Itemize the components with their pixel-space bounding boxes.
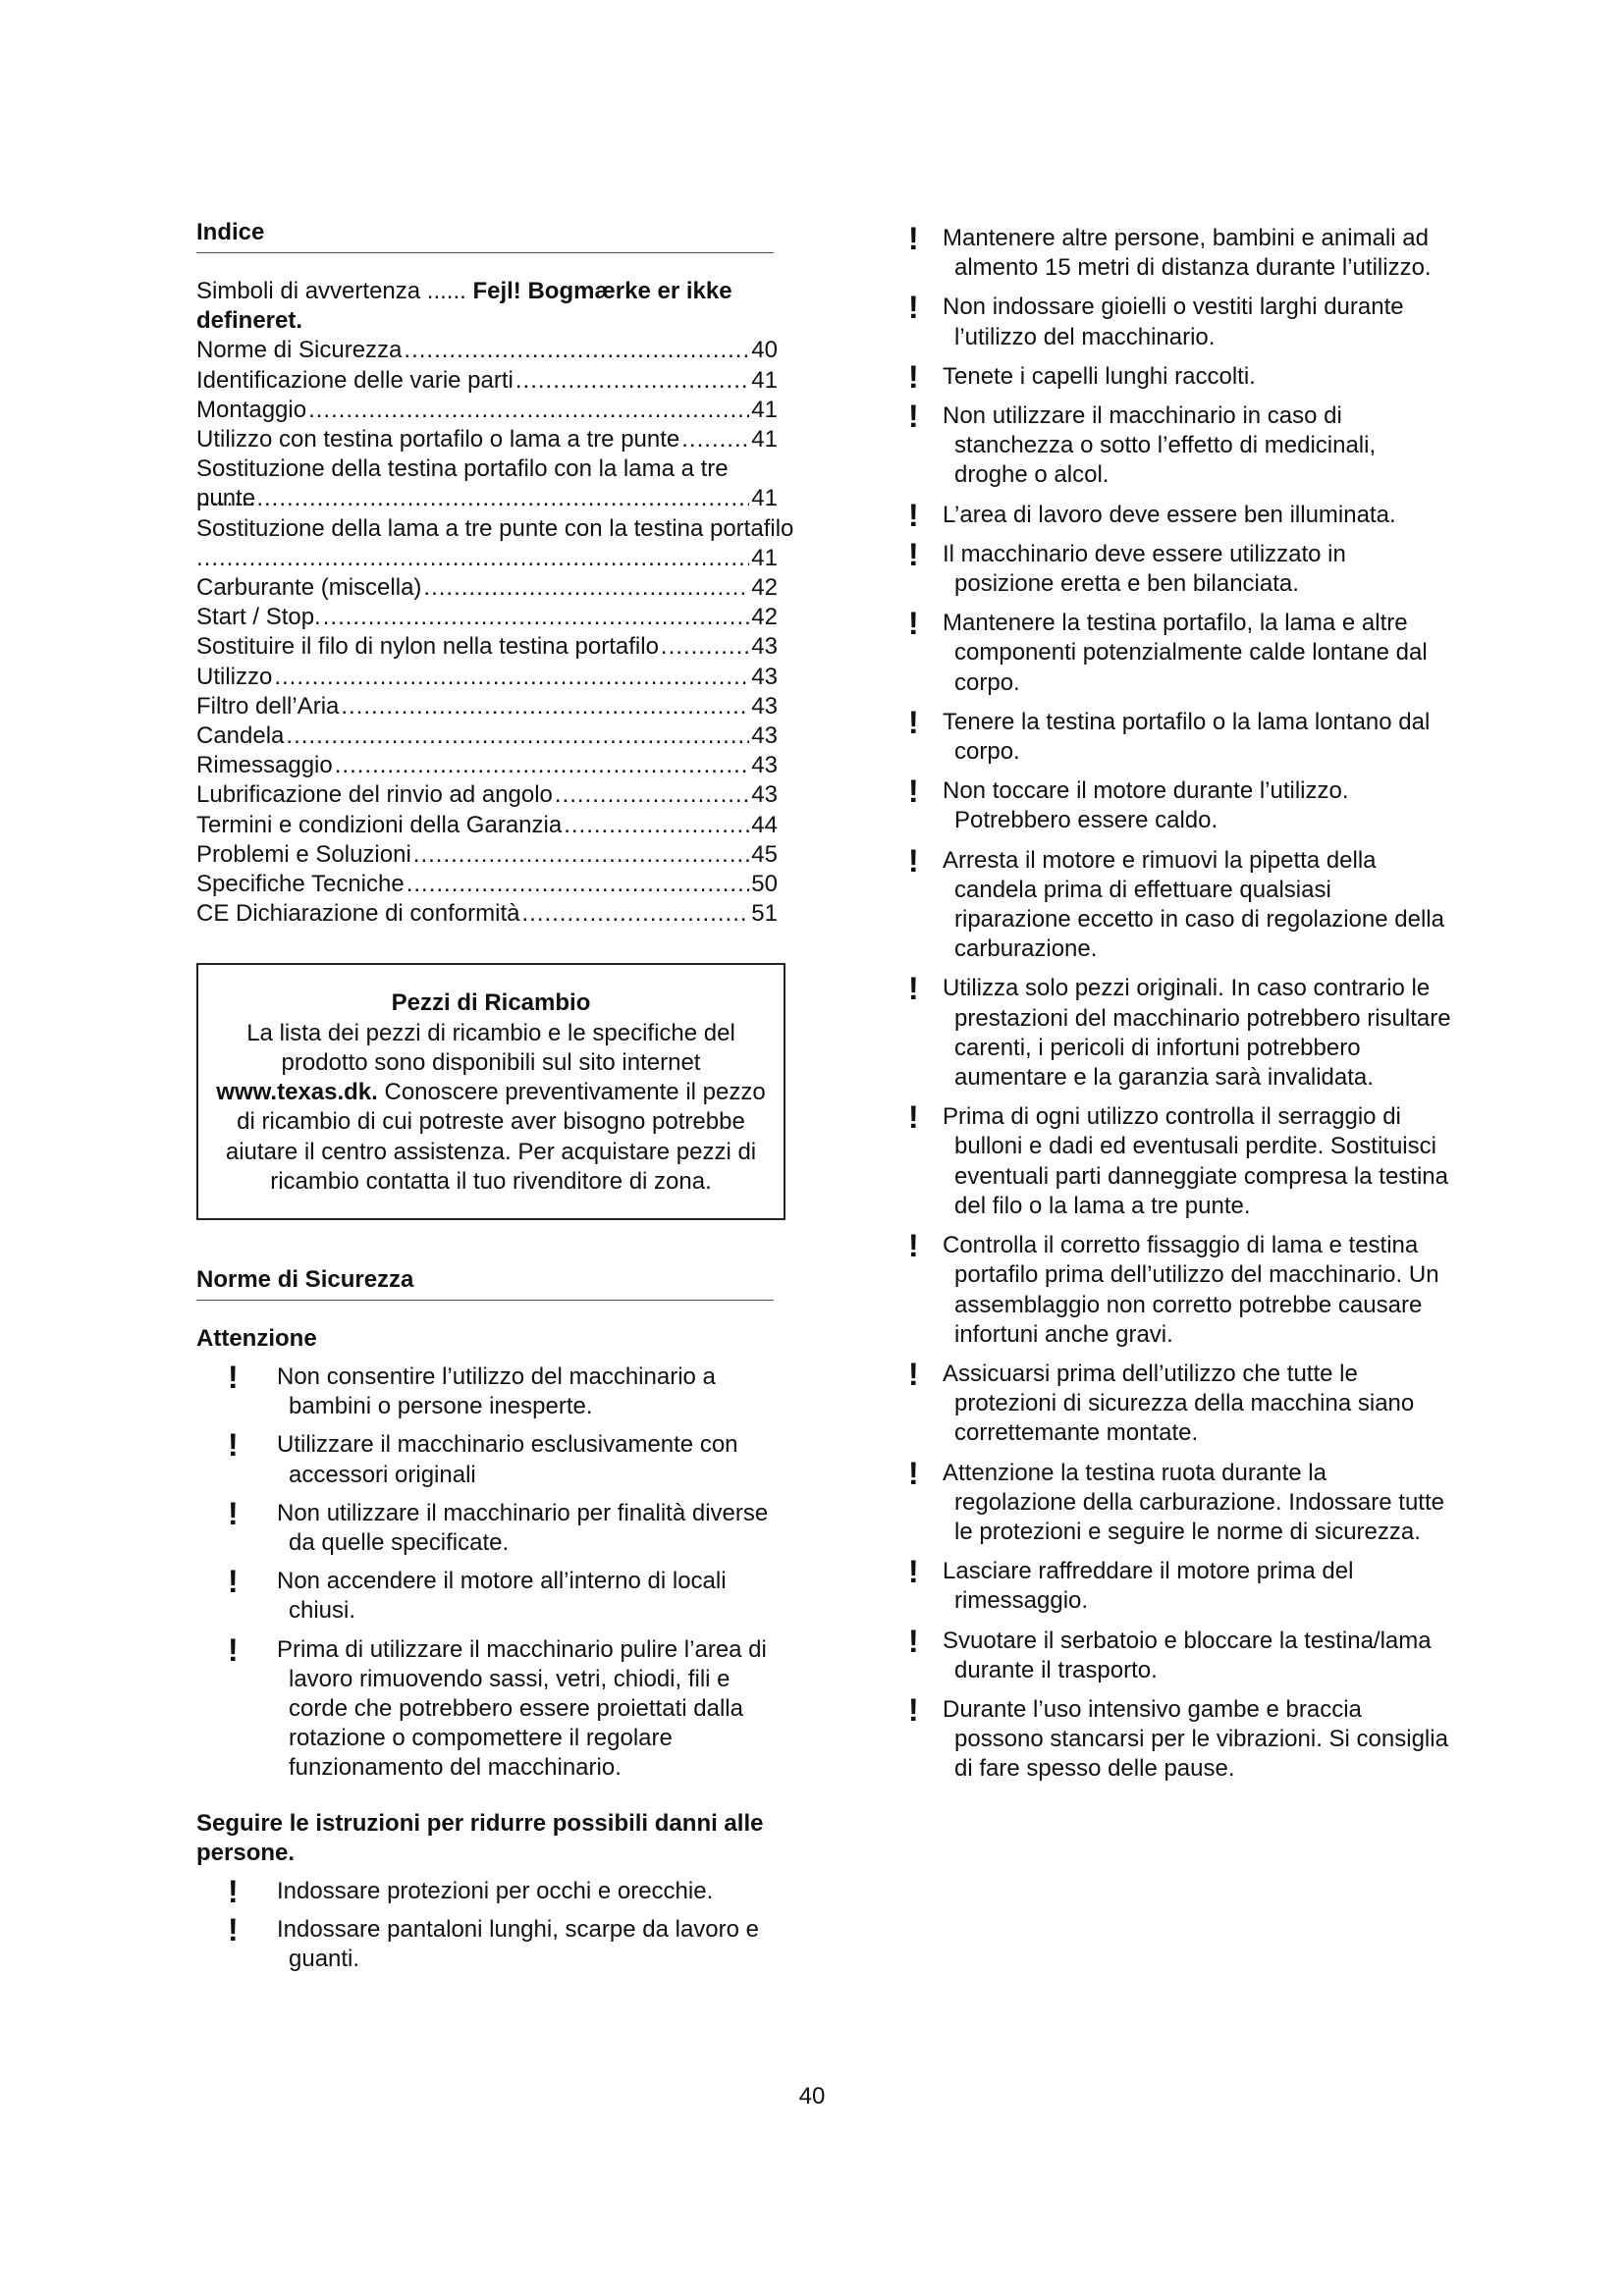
toc-entry[interactable]: Identificazione delle varie parti ..... 41: [196, 366, 778, 396]
exclamation-icon: !: [908, 704, 919, 740]
toc-entry[interactable]: Sostituzione della testina portafilo con la lama a tre punte: [196, 455, 729, 512]
exclamation-icon: !: [908, 1623, 919, 1659]
exclamation-icon: !: [908, 1455, 919, 1491]
warning-item: ! Non indossare gioielli o vestiti larghi durante l’utilizzo del macchinario.: [908, 290, 1404, 350]
toc-entry[interactable]: Utilizzo ..... 43: [196, 663, 778, 692]
right-column: [901, 221, 1451, 1794]
exclamation-icon: !: [228, 1564, 239, 1600]
toc-entry-page: ..... 41: [196, 484, 778, 513]
toc-entry[interactable]: Sostituzione della lama a tre punte con la testina portafilo: [196, 514, 794, 542]
exclamation-icon: !: [908, 1228, 919, 1264]
toc-entry[interactable]: Simboli di avvertenza ...... Fejl! Bogmærke er ikke defineret.: [196, 278, 732, 335]
warning-item: ! L’area di lavoro deve essere ben illuminata.: [908, 497, 1396, 533]
warning-item: ! Non utilizzare il macchinario in caso di stanchezza o sotto l’effetto di medicinali, droghe o alcol.: [908, 399, 1377, 489]
spare-parts-heading: Pezzi di Ricambio: [391, 989, 591, 1017]
warning-item: ! Tenere la testina portafilo o la lama lontano dal corpo.: [908, 704, 1431, 766]
spare-parts-link[interactable]: www.texas.dk.: [216, 1079, 378, 1106]
warning-item: ! Il macchinario deve essere utilizzato in posizione eretta e ben bilanciata.: [908, 536, 1346, 598]
toc-entry-page: ..... 41: [196, 544, 778, 573]
warning-item: ! Assicuarsi prima dell’utilizzo che tutte le protezioni di sicurezza della macchina siano correttemante montate.: [908, 1356, 1415, 1447]
toc-entry[interactable]: Rimessaggio ..... 43: [196, 751, 778, 780]
toc-entry[interactable]: Candela ..... 43: [196, 721, 778, 751]
warning-item: ! Utilizza solo pezzi originali. In caso contrario le prestazioni del macchinario potrebbero risultare carenti, i pericoli di infortuni potrebbero aumentare e la garanzia sarà invalidata.: [908, 971, 1451, 1092]
toc-entry[interactable]: Start / Stop. ..... 42: [196, 603, 778, 632]
toc-entry[interactable]: Sostituire il filo di nylon nella testina portafilo ..... 43: [196, 632, 778, 662]
toc-entry[interactable]: Carburante (miscella) ..... 42: [196, 573, 778, 603]
toc-entry[interactable]: CE Dichiarazione di conformità ..... 51: [196, 899, 778, 929]
warning-item: ! Prima di utilizzare il macchinario pulire l’area di lavoro rimuovendo sassi, vetri, chiodi, fili e corde che potrebbero essere proiettati dalla rotazione o compomettere il regolare funzionamento del macchinario.: [228, 1631, 767, 1782]
exclamation-icon: !: [228, 1911, 239, 1948]
safety-section: [196, 1265, 785, 1974]
exclamation-icon: !: [908, 971, 919, 1007]
left-column: [196, 218, 794, 1974]
warning-item: ! Non utilizzare il macchinario per finalità diverse da quelle specificate.: [228, 1495, 769, 1556]
exclamation-icon: !: [908, 358, 919, 395]
exclamation-icon: !: [908, 497, 919, 533]
warning-item: ! Attenzione la testina ruota durante la regolazione della carburazione. Indossare tutte le protezioni e seguire le norme di sicurezza.: [908, 1455, 1444, 1545]
toc-entry[interactable]: Montaggio ..... 41: [196, 396, 778, 425]
exclamation-icon: !: [908, 290, 919, 326]
instructions-heading: Seguire le istruzioni per ridurre possibili danni alle persone.: [196, 1809, 764, 1866]
toc-entry[interactable]: Specifiche Tecniche ..... 50: [196, 870, 778, 899]
warning-item: ! Mantenere altre persone, bambini e animali ad almento 15 metri di distanza durante l’utilizzo.: [908, 221, 1432, 282]
toc-entry[interactable]: Termini e condizioni della Garanzia ..... 44: [196, 811, 778, 840]
exclamation-icon: !: [908, 842, 919, 879]
warning-item: ! Lasciare raffreddare il motore prima del rimessaggio.: [908, 1554, 1354, 1615]
safety-title: Norme di Sicurezza: [196, 1265, 774, 1301]
exclamation-icon: !: [908, 1554, 919, 1590]
exclamation-icon: !: [908, 399, 919, 435]
warning-item: ! Utilizzare il macchinario esclusivamente con accessori originali: [228, 1427, 738, 1488]
exclamation-icon: !: [228, 1631, 239, 1668]
spare-parts-text: La lista dei pezzi di ricambio e le specifiche del prodotto sono disponibili sul sito internet www.texas.dk. Conoscere preventivamente il pezzo di ricambio di cui potreste aver bisogno potrebbe aiutare il centro assistenza. Per acquistare pezzi di ricambio contatta il tuo rivenditore di zona.: [216, 1019, 766, 1195]
table-of-contents: [196, 277, 794, 929]
warning-item: ! Indossare protezioni per occhi e orecchie.: [228, 1873, 714, 1909]
warning-item: ! Non accendere il motore all’interno di locali chiusi.: [228, 1564, 727, 1625]
warning-item: ! Mantenere la testina portafilo, la lama e altre componenti potenzialmente calde lontane dal corpo.: [908, 606, 1428, 696]
attention-heading: Attenzione: [196, 1324, 317, 1352]
exclamation-icon: !: [908, 1691, 919, 1728]
warning-item: ! Non toccare il motore durante l’utilizzo. Potrebbero essere caldo.: [908, 774, 1349, 834]
warning-item: ! Controlla il corretto fissaggio di lama e testina portafilo prima dell’utilizzo del macchinario. Un assemblaggio non corretto potrebbe causare infortuni anche gravi.: [908, 1228, 1439, 1348]
exclamation-icon: !: [228, 1495, 239, 1531]
toc-entry[interactable]: Norme di Sicurezza ..... 40: [196, 336, 778, 365]
exclamation-icon: !: [908, 774, 919, 810]
warning-item: ! Prima di ogni utilizzo controlla il serraggio di bulloni e dadi ed eventusali perdite. Sostituisci eventuali parti danneggiate compresa la testina del filo o la lama a tre punte.: [908, 1099, 1448, 1219]
exclamation-icon: !: [908, 221, 919, 256]
exclamation-icon: !: [228, 1873, 239, 1909]
exclamation-icon: !: [228, 1427, 239, 1464]
exclamation-icon: !: [228, 1359, 239, 1395]
exclamation-icon: !: [908, 606, 919, 642]
toc-entry[interactable]: Filtro dell’Aria ..... 43: [196, 692, 778, 721]
toc-entry[interactable]: Lubrificazione del rinvio ad angolo ..... 43: [196, 780, 778, 810]
spare-parts-box: [196, 963, 785, 1219]
warning-item: ! Arresta il motore e rimuovi la pipetta della candela prima di effettuare qualsiasi riparazione eccetto in caso di regolazione della carburazione.: [908, 842, 1444, 963]
toc-title: Indice: [196, 218, 774, 253]
toc-entry[interactable]: Utilizzo con testina portafilo o lama a tre punte ..... 41: [196, 425, 778, 454]
exclamation-icon: !: [908, 536, 919, 572]
warning-item: ! Svuotare il serbatoio e bloccare la testina/lama durante il trasporto.: [908, 1623, 1432, 1683]
warning-item: ! Non consentire l’utilizzo del macchinario a bambini o persone inesperte.: [228, 1359, 716, 1420]
warning-item: ! Indossare pantaloni lunghi, scarpe da lavoro e guanti.: [228, 1911, 759, 1972]
warning-item: ! Durante l’uso intensivo gambe e braccia possono stancarsi per le vibrazioni. Si consiglia di fare spesso delle pause.: [908, 1691, 1448, 1783]
exclamation-icon: !: [908, 1356, 919, 1392]
toc-entry[interactable]: Problemi e Soluzioni ..... 45: [196, 840, 778, 870]
page-number: 40: [798, 2083, 826, 2109]
warning-item: ! Tenete i capelli lunghi raccolti.: [908, 358, 1256, 395]
exclamation-icon: !: [908, 1099, 919, 1136]
